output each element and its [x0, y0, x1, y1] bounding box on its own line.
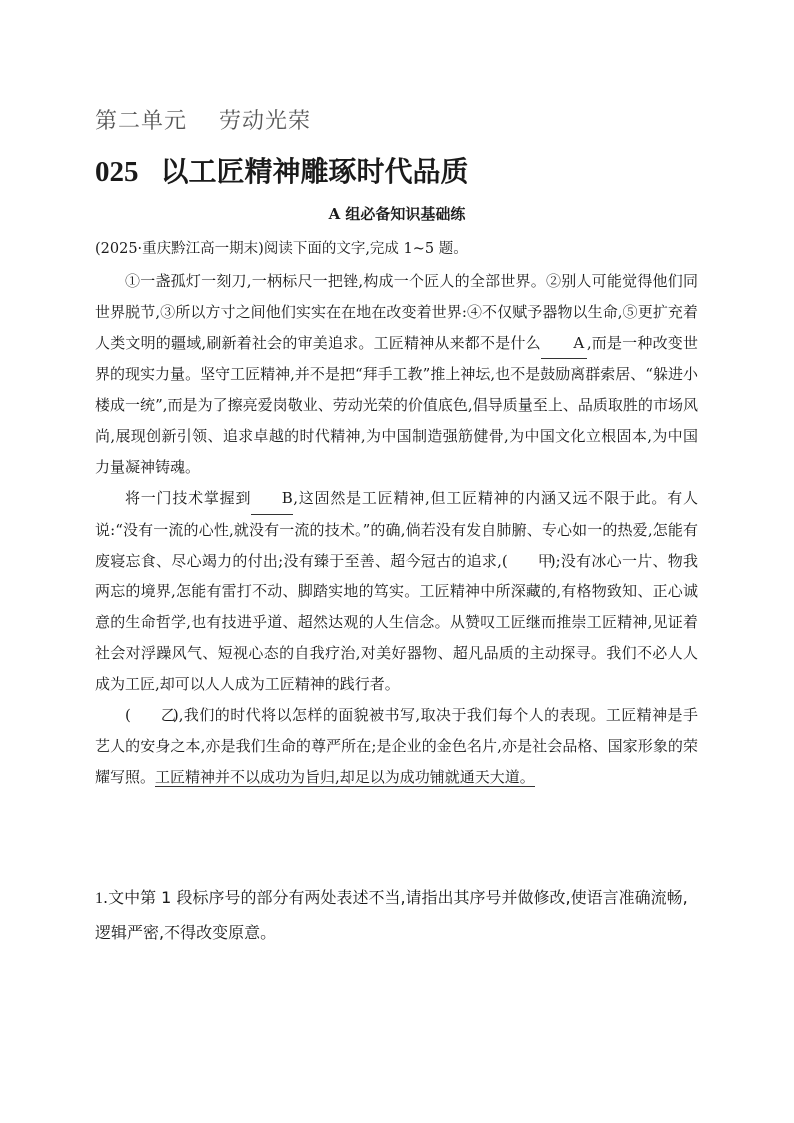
lesson-number: 025	[95, 156, 139, 188]
lesson-title	[95, 150, 469, 190]
question-1	[95, 881, 700, 950]
p1-text-b: ,而是一种改变世界的现实力量。坚守工匠精神,并不是把“拜手工教”推上神坛,也不是鼓励离群索居、“躲进小楼成一统”,而是为了擦亮爱岗敬业、劳动光荣的价值底色,倡导质量至上、品质取胜的市场风尚,展现创新引领、追求卓越的时代精神,为中国制造强筋健骨,为中国文化立根固本,为中国力量凝神铸魂。	[95, 333, 698, 476]
reading-passage	[95, 266, 698, 793]
paragraph-1	[95, 266, 698, 483]
underlined-sentence: 工匠精神并不以成功为旨归,却足以为成功铺就通天大道。	[155, 767, 535, 786]
p3-text-a: (	[125, 706, 131, 725]
question-number: 1	[95, 890, 103, 907]
blank-a: A	[541, 328, 587, 360]
section-heading: A 组必备知识基础练	[328, 205, 466, 223]
paragraph-2	[95, 483, 698, 700]
p2-text-b: ,这固然是工匠精神,但工匠精神的内涵又远不限于此。有人说:“没有一流的心性,就没有一流的技术。”的确,倘若没有发自肺腑、专心如一的热爱,怎能有废寝忘食、尽心竭力的付出;没有臻于至善、超今冠古的追求,(	[95, 489, 698, 570]
p3-text-b: ),我们的时代将以怎样的面貌被书写,取决于我们每个人的表现。工匠精神是手艺人的安身之本,亦是我们生命的尊严所在;是企业的金色名片,亦是社会品格、国家形象的荣耀写照。	[95, 706, 698, 786]
p2-text-c: );没有冰心一片、物我两忘的境界,怎能有雷打不动、脚踏实地的笃实。工匠精神中所深藏的,有格物致知、正心诚意的生命哲学,也有技进乎道、超然达观的人生信念。从赞叹工匠继而推崇工匠精神,见证着社会对浮躁风气、短视心态的自我疗治,对美好器物、超凡品质的主动探寻。我们不必人人成为工匠,却可以人人成为工匠精神的践行者。	[95, 551, 698, 693]
p1-text-a: ①一盏孤灯一刻刀,一柄标尺一把锉,构成一个匠人的全部世界。②别人可能觉得他们同世界脱节,③所以方寸之间他们实实在在地在改变着世界:④不仅赋予器物以生命,⑤更扩充着人类文明的疆域,刷新着社会的审美追求。工匠精神从来都不是什么	[95, 272, 698, 352]
source-line: (2025·重庆黔江高一期末)阅读下面的文字,完成 1~5 题。	[95, 241, 468, 257]
lesson-title-text: 以工匠精神雕琢时代品质	[160, 155, 469, 188]
blank-b: B	[251, 483, 293, 515]
blank-yi: 乙	[160, 706, 176, 725]
unit-title: 第二单元 劳动光荣	[95, 109, 311, 134]
p2-text-a: 将一门技术掌握到	[125, 489, 252, 508]
blank-jia: 甲	[537, 551, 553, 570]
paragraph-3	[95, 700, 698, 792]
question-text: .文中第 1 段标序号的部分有两处表述不当,请指出其序号并做修改,使语言准确流畅,逻辑严密,不得改变原意。	[95, 888, 688, 942]
